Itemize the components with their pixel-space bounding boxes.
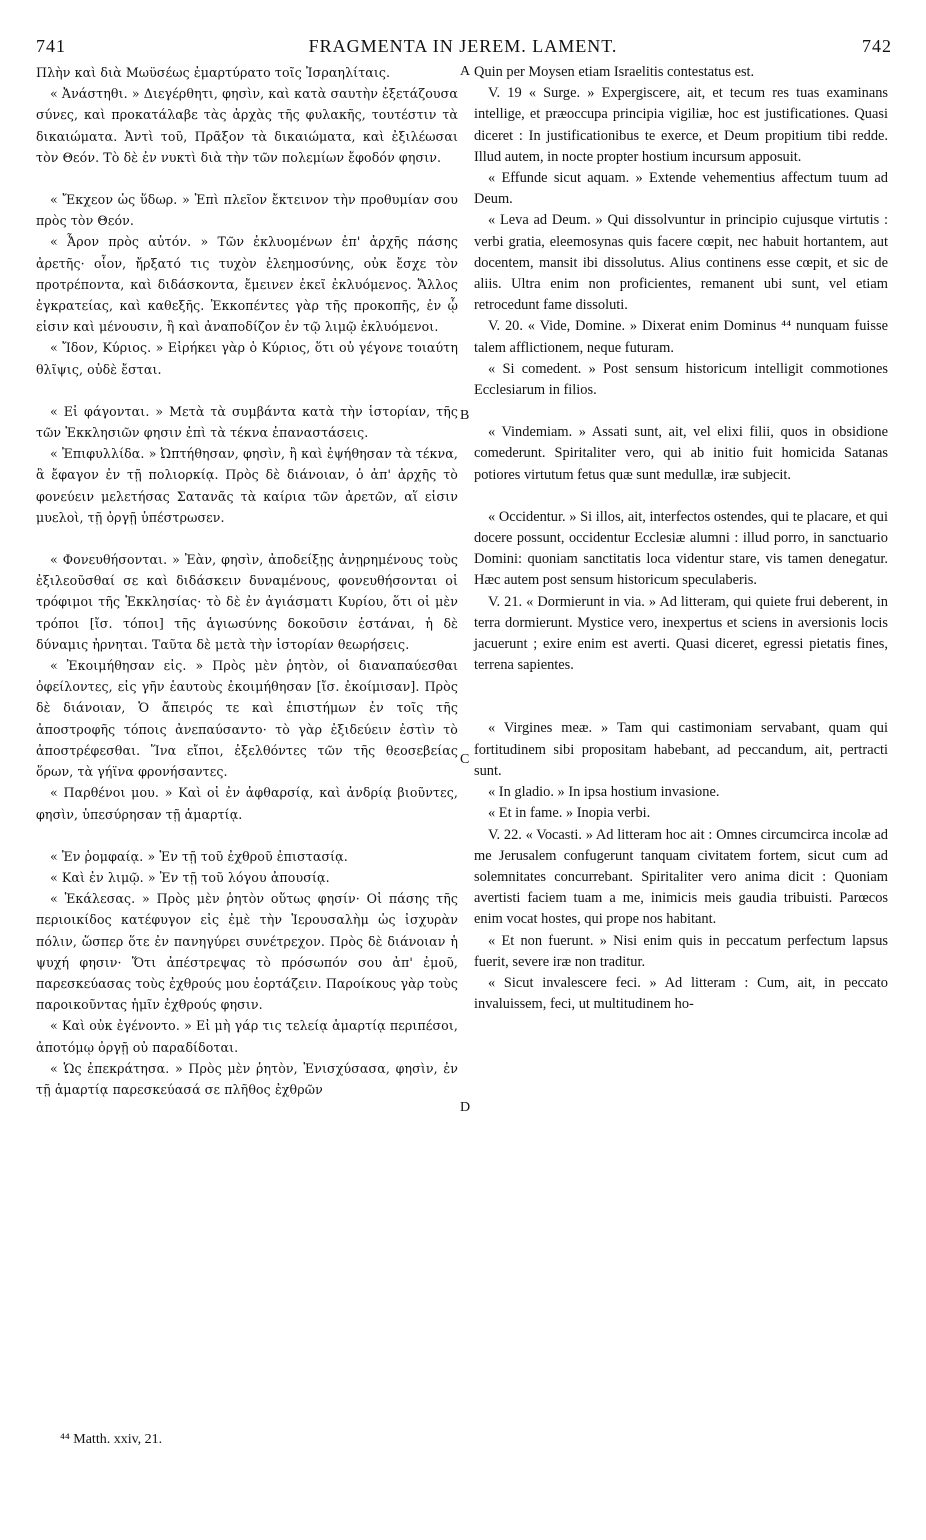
latin-paragraph: « Et in fame. » Inopia verbi. <box>488 805 651 822</box>
latin-paragraph: « Occidentur. » Si illos, ait, interfectos ostendes, qui te placare, et qui docere possunt, occidentur Ecclesiæ alumni : illud porro, in sanctuario Domini: quoniam sanctitatis loca videntur stare, vis tamen denegatur. Hæc autem post sensum historicum speculaberis. <box>474 508 888 589</box>
greek-paragraph: « Ἔκχεον ὡς ὕδωρ. » Ἐπὶ πλεῖον ἔκτεινον τὴν προθυμίαν σου πρὸς τὸν Θεόν. <box>36 192 458 229</box>
latin-paragraph: « Vindemiam. » Assati sunt, ait, vel elixi filii, quos in obsidione comederunt. Spiritaliter vero, qui ab initio fuit homicida Satanas potiores virtutum fetus quæ sunt medullæ, iræ subjecit. <box>474 424 888 483</box>
greek-paragraph: « Καὶ οὐκ ἐγένοντο. » Εἰ μὴ γάρ τις τελείᾳ ἁμαρτίᾳ περιπέσοι, ἀποτόμῳ ὀργῇ οὐ παραδίδοται. <box>36 1018 458 1055</box>
running-title: FRAGMENTA IN JEREM. LAMENT. <box>308 36 618 56</box>
latin-paragraph: V. 20. « Vide, Domine. » Dixerat enim Dominus ⁴⁴ nunquam fuisse talem afflictionem, neque futuram. <box>474 318 888 356</box>
latin-paragraph: « Si comedent. » Post sensum historicum intelligit commotiones Ecclesiarum in filios. <box>474 360 888 399</box>
greek-paragraph: « Εἰ φάγονται. » Μετὰ τὰ συμβάντα κατὰ τὴν ἱστορίαν, τῆς τῶν Ἐκκλησιῶν φησιν ἐπὶ τὰ τέκνα ἐπαναστάσεις. <box>36 403 458 441</box>
greek-paragraph: « Ἴδον, Κύριος. » Εἰρήκει γὰρ ὁ Κύριος, ὅτι οὐ γέγονε τοιαύτη θλῖψις, οὐδὲ ἔσται. <box>36 340 458 377</box>
latin-column <box>474 62 888 1015</box>
latin-paragraph: « In gladio. » In ipsa hostium invasione. <box>488 784 720 801</box>
footnote: ⁴⁴ Matth. xxiv, 21. <box>60 1432 163 1447</box>
greek-paragraph: Πλὴν καὶ διὰ Μωϋσέως ἐμαρτύρατο τοῖς Ἰσραηλίταις. <box>36 65 391 80</box>
greek-paragraph: « Ἐπιφυλλίδα. » Ὠπτήθησαν, φησὶν, ἢ καὶ ἐψήθησαν τὰ τέκνα, ἃ ἔφαγον ἐν τῇ πολιορκίᾳ. Πρὸς δὲ διάνοιαν, ὁ ἀπ' ἀρχῆς τὸ φονεύειν μελετήσας Σατανᾶς τὰ καίρια τῶν ἀρετῶν, αἵ εἰσιν μυελοὶ, τῇ ὀργῇ ὑπέστρωσεν. <box>36 446 458 525</box>
greek-paragraph: « Ὡς ἐπεκράτησα. » Πρὸς μὲν ῥητὸν, Ἐνισχύσασα, φησὶν, ἐν τῇ ἁμαρτίᾳ παρεσκεύασά σε πλῆθος ἐχθρῶν <box>36 1060 458 1097</box>
latin-paragraph: V. 22. « Vocasti. » Ad litteram hoc ait : Omnes circumcirca incolæ ad me Jerusalem confugerunt tanquam civitatem fortem, sicut cum ad solemnitates concurrebant. Spiritaliter vero anima dicit : Quoniam avertisti faciem tuam a me, inimicis meis gaudia tribuisti. Parœcos enim vocat hostes, qui prope nos habitant. <box>474 826 888 928</box>
greek-column <box>36 62 458 1100</box>
latin-paragraph: « Sicut invalescere feci. » Ad litteram : Cum, ait, in peccato invaluissem, feci, ut multitudinem ho- <box>474 974 888 1013</box>
margin-marker-a: A <box>460 64 471 79</box>
latin-paragraph: V. 19 « Surge. » Expergiscere, ait, et tecum res tuas examinans intellige, et præoccupa principia vigiliæ, hoc est justificationes. Quasi diceret : In justificationibus te exerce, et Deum propitium tibi redde. Illud autem, in nocte propter hostium incursum apposuit. <box>474 85 888 165</box>
latin-paragraph: Quin per Moysen etiam Israelitis contestatus est. <box>474 64 755 80</box>
margin-marker-b: B <box>460 408 470 423</box>
greek-paragraph: « Ἀνάστηθι. » Διεγέρθητι, φησὶν, καὶ κατὰ σαυτὴν ἐξετάζουσα σύνες, καὶ προκατάλαβε τὰς ἀρχὰς τῆς φυλακῆς, τουτέστιν τὰ δικαιώματα. Ἀντὶ τοῦ, Πρᾶξον τὰ δικαιώματα, καὶ ἐξιλέωσαι τὸν Θεόν. Τὸ δὲ ἐν νυκτὶ διὰ τὴν τῶν πολεμίων ἔφοδόν φησιν. <box>36 86 458 165</box>
latin-paragraph: « Effunde sicut aquam. » Extende vehementius affectum tuum ad Deum. <box>474 170 888 208</box>
greek-paragraph: « Ἐκοιμήθησαν εἰς. » Πρὸς μὲν ῥητὸν, οἱ διαναπαύεσθαι ὀφείλοντες, εἰς γῆν ἑαυτοὺς ἐκοιμήθησαν [ἴσ. ἐκοίμισαν]. Πρὸς δὲ διάνοιαν, Ὁ ἄπειρός τε καὶ ἐπιστήμων ἐν τοῖς τῆς ἀποστροφῆς τόποις ἀνεπαύσαντο· τὸ γὰρ ἐξιδεύειν ἐστὶν τὸ ἀποστρέφεσθαι. Ἵνα εἴποι, ἐξελθόντες τῶν τῆς θεοσεβείας ὅρων, τὰ γήϊνα φρονήσαντες. <box>36 658 458 780</box>
latin-paragraph: « Et non fuerunt. » Nisi enim quis in peccatum perfectum lapsus fuerit, severe iræ non traditur. <box>474 932 888 970</box>
page-number-right: 742 <box>862 36 892 56</box>
greek-paragraph: « Ἐκάλεσας. » Πρὸς μὲν ῥητὸν οὕτως φησίν· Οἱ πάσης τῆς περιοικίδος κατέφυγον εἰς ἐμὲ τὴν Ἱερουσαλὴμ ὡς ἰσχυρὰν πόλιν, ὥσπερ ὅτε ἐν πανηγύρει συνέτρεχον. Πρὸς δὲ διάνοιαν ἡ ψυχή φησιν· Ὅτι ἀπέστρεψας τὸ πρόσωπόν σου ἀπ' ἐμοῦ, παρεσκεύασας τοὺς ἐχθρούς μου ἑορτάζειν. Παροίκους γὰρ τοὺς παροικοῦντας ἡμῖν ἐχθρούς φησιν. <box>36 891 458 1013</box>
greek-paragraph: « Καὶ ἐν λιμῷ. » Ἐν τῇ τοῦ λόγου ἀπουσίᾳ. <box>50 869 330 885</box>
running-header <box>0 36 926 60</box>
latin-paragraph: « Virgines meæ. » Tam qui castimoniam servabant, quam qui fortitudinem sibi propositam habebant, ad peccandum, ait, pertracti sunt. <box>474 720 888 779</box>
greek-paragraph: « Φονευθήσονται. » Ἐὰν, φησὶν, ἀποδείξῃς ἀνῃρημένους τοὺς ἐξιλεοῦσθαί σε καὶ διδάσκειν δυναμένους, φονευθήσονται οἱ τρόφιμοι τῆς Ἐκκλησίας· τὸ δὲ ἐν ἁγιάσματι Κυρίου, ὅτι οἱ μὲν τρόποι [ἴσ. τόποι] τῆς ἁγιωσύνης δοκοῦσιν ἑστάναι, ἡ δὲ δύναμις ἠρνηται. Ταῦτα δὲ μετὰ τὴν ἱστορίαν θεωρήσεις. <box>36 552 458 652</box>
greek-paragraph: « Ἐν ῥομφαίᾳ. » Ἐν τῇ τοῦ ἐχθροῦ ἐπιστασίᾳ. <box>50 848 348 864</box>
greek-paragraph: « Παρθένοι μου. » Καὶ οἱ ἐν ἀφθαρσίᾳ, καὶ ἀνδρίᾳ βιοῦντες, φησὶν, ὑπεσύρησαν τῇ ἁμαρτίᾳ. <box>36 785 458 822</box>
page-number-left: 741 <box>36 36 66 56</box>
latin-paragraph: V. 21. « Dormierunt in via. » Ad litteram, qui quiete frui deberent, in terra dormierunt. Mystice vero, inexpertus et sciens in aversionis locis jacuerunt ; exire enim est averti. Quasi diceret, egressi pietatis fines, terrena sapientes. <box>474 593 888 674</box>
margin-marker-d: D <box>460 1100 471 1115</box>
greek-paragraph: « Ἆρον πρὸς αὐτόν. » Τῶν ἐκλυομένων ἐπ' ἀρχῆς πάσης ἀρετῆς· οἷον, ἤρξατό τις τυχὸν ἐλεημοσύνης, οὐκ ἔσχε τὸν προτρέποντα, καὶ διδάσκοντα, ἔμεινεν ἐκεῖ ἐκλυόμενος. Ἄλλος ἐγκρατείας, καὶ καθεξῆς. Ἐκκοπέντες γὰρ τῆς προκοπῆς, ἐν ᾧ εἰσιν καὶ μένουσιν, ἢ καὶ ἀναποδίζον ἐν τῷ λιμῷ ἐκλυόμενοι. <box>36 234 458 335</box>
margin-marker-c: C <box>460 752 470 767</box>
latin-paragraph: « Leva ad Deum. » Qui dissolvuntur in principio cujusque virtutis : verbi gratia, eleemosynas quis facere cœpit, nec habuit hortantem, aut docentem, mansit ibi dissolutus. Alius continens esse cœpit, et sic de aliis. Ultra enim non proficientes, remanent ubi sunt, vel etiam retrocedunt fame dissoluti. <box>474 212 888 314</box>
